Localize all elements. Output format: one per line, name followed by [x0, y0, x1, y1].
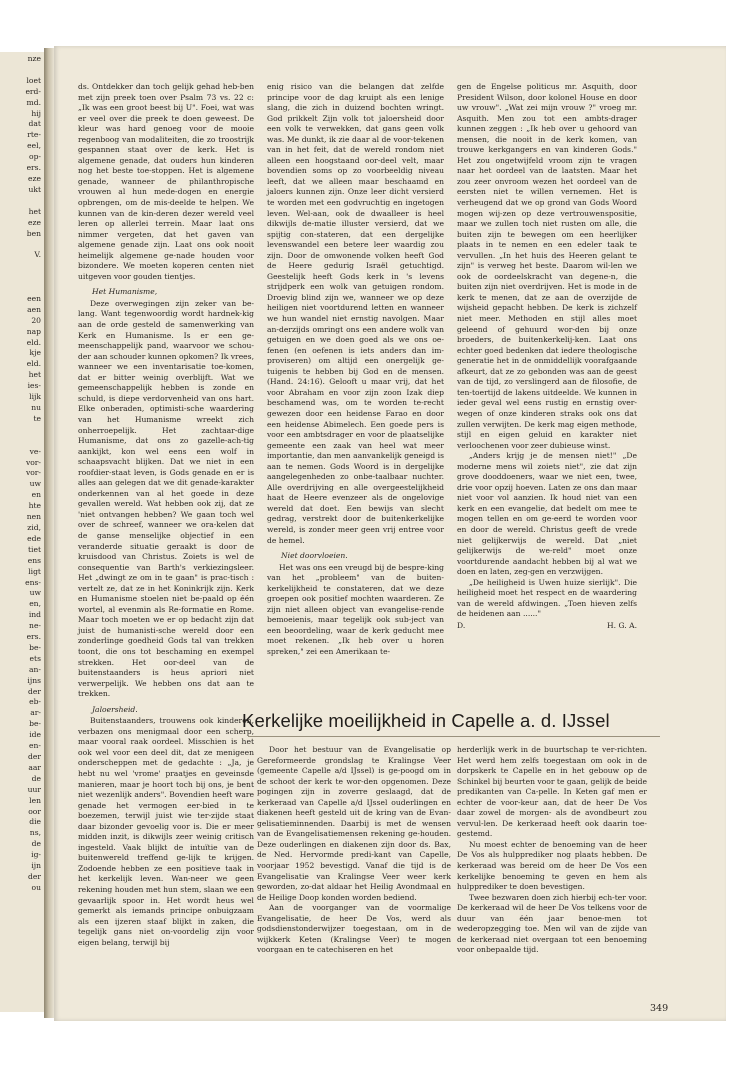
paragraph: Het was ons een vreugd bij de bespre-king van het „probleem" van de buiten-kerkelijkheid te constateren, dat we deze groepen ook positief mochten waarderen. Ze zijn niet alleen object van evangelise-rende bemoeienis, maar tegelijk ook sub-ject van een beoordeling, waar de kerk geducht mee moet rekenen. „Ik heb over u horen spreken," zei een Amerikaan te-: [267, 562, 444, 656]
facing-page-edge: [0, 52, 45, 1012]
paragraph: „Anders krijg je de mensen niet!" „De moderne mens wil zoiets niet", zie dat zijn grove dooddoeners, waar we niet een, twee, drie voor opzij hoeven. Laten ze ons dan maar niet voor vol aanzien. Ik houd niet van een kerk en een evangelie, dat bedelt om mee te mogen tellen en om ge-eerd te worden voor en door de wereld. Christus geeft de vrede niet gelijkerwijs de wereld. Dat „niet gelijkerwijs de we-reld" moet onze voortdurende aandacht hebben bij al wat we doen en laten, zeg-gen en verzwijgen.: [457, 451, 637, 577]
column-3: [457, 82, 637, 631]
facing-page-text: nze loet erd- md. hij dat rte- eel, op- ers. eze ukt het eze ben V. een aen 20 nap eld. kje eld. het ies- lijk nu te ve- vor- vor- uw en hte nen zid, ede tiet ens ligt ens- uw en, ind ne- ers. be- ets an- ijns der eb- ar- be- ide en- der aar de uur len oor die ns, de ig- ijn der ou: [25, 54, 41, 892]
paragraph: herderlijk werk in de buurtschap te ver-richten. Het werd hem zelfs toegestaan om ook in de dorpskerk te Capelle en in het gebouw op de Schinkel bij beurten voor te gaan, gelijk de beide predikanten van Ca-pelle. In Keten gaf men er echter de voor-keur aan, dat de heer De Vos daar zowel de morgen- als de avondbeurt zou vervul-len. De kerkeraad heeft ook daarin toe-gestemd.: [457, 745, 647, 839]
column-4: [257, 745, 451, 956]
paragraph: enig risico van die belangen dat zelfde principe voor de dag kruipt als een lenige slang, die zich in duizend bochten wringt. God prikkelt Zijn volk tot jaloersheid door een volk te verwekken, dat gans geen volk was. Me dunkt, ik zie daar al de voor-tekenen van in het feit, dat de wereld rondom niet alleen een hoogstaand oor-deel velt, maar bovendien soms op zo voorbeeldig niveau leeft, dat we alleen maar beschaamd en jaloers kunnen zijn. Onze leer dicht versierd te worden met een godvruchtig en ingetogen leven. Wel-aan, ook de dwaalleer is heel dikwijls de-matie illuster versierd, dat we spijtig con-stateren, dat een dergelijke levenswandel een betere leer waardig zou zijn. Door de omwonende volken heeft God de Heere gedurig Israël getuchtigd. Geestelijk heeft Gods kerk in 's levens strijdperk een wolk van getuigen rondom. Droevig blind zijn we, wanneer we op deze heiligen niet voortdurend letten en wanneer we hun wandel niet ernstig navolgen. Maar an-derzijds omringt ons een andere wolk van getuigen en we doen goed als we ons oe-fenen (en oefenen is iets anders dan im-proviseren) om altijd een onergelijk ge-tuigenis te hebben bij God en de mensen. (Hand. 24:16). Gelooft u maar vrij, dat het voor Abraham en voor zijn zoon Izak diep beschamend was, om te worden te-recht gewezen door een heidense Farao en door een heidense Abimelech. Een goede pers is voor een ambtsdrager en voor de plaatselijke gemeente een zaak van heel wat meer importantie, dan men aanvankelijk geneigd is aan te nemen. Gods Woord is in dergelijke aangelegenheden zo onbe-taalbaar nuchter. Alle overdrijving en alle overgeestelijkheid haat de Heere evenzeer als de ongelovige wereld dat doet. Een bewijs van slecht gedrag, verstrekt door de buitenkerkelijke wereld, is zonder meer geen vrij entree voor de hemel.: [267, 82, 444, 545]
book-gutter: [44, 48, 54, 1018]
column-5: [457, 745, 647, 956]
paragraph: ds. Ontdekker dan toch gelijk gehad heb-ben met zijn preek toen over Psalm 73 vs. 22 c: „Ik was een groot beest bij U". Foei, wat was er veel over die preek te doen geweest. De kleur was hard genoeg voor de mooie regenboog van modaliteiten, die zo troostrijk gespannen staat over de kerk. Het is algemene genade, dat ouders hun kinderen nog het beste toe-stoppen. Het is algemene genade, wanneer de philanthropische vrouwen al hun mede-dogen en energie opbrengen, om de mis-deelde te helpen. We kunnen van de kin-deren dezer wereld veel leren op allerlei terrein. Maar laat ons nimmer vergeten, dat het gaven van algemene genade zijn. Laat ons ook nooit heimelijk algemene ge-nade houden voor bizondere. We moeten koperen centen niet uitgeven voor gouden tientjes.: [78, 82, 254, 281]
column-2: [267, 82, 444, 658]
article-headline: Kerkelijke moeilijkheid in Capelle a. d. IJssel: [242, 710, 610, 731]
column-1: [78, 82, 254, 948]
paragraph: Twee bezwaren doen zich hierbij ech-ter voor. De kerkeraad wil de heer De Vos telkens voor de duur van één jaar benoe-men tot wederopzegging toe. Men wil van de zijde van de kerkeraad niet overgaan tot een benoeming voor onbepaalde tijd.: [457, 892, 647, 955]
section-subheading: Jaloersheid.: [92, 704, 138, 714]
paragraph: gen de Engelse politicus mr. Asquith, door President Wilson, door kolonel House en door uw vrouw". „Wat zei mijn vrouw ?" vroeg mr. Asquith. Men zou tot een ambts-drager kunnen zeggen : „Ik heb over u gehoord van mensen, die nooit in de kerk komen, van trouwe kerkgangers en van kinderen Gods." Het zou ongetwijfeld vroom zijn te vragen naar het oordeel van de laatsten. Maar het zou zeer onvroom wezen het oordeel van de eersten niet te willen vernemen. Het is verheugend dat we op grond van Gods Woord mogen wij-zen op deze vertrouwenspositie, maar we zullen toch niet rusten om alle, die buiten zijn te bewegen om een heerlijker plaats in te nemen en een edeler taak te vervullen. „In het huis des Heeren gelant te zijn" is verweg het beste. Daarom wil-len we ook de oordeelskracht van degene-n, die buiten zijn niet overdrijven. Het is mode in de kerk te menen, dat ze aan de overzijde de wijsheid gepacht hebben. De kerk is zichzelf niet meer. Methoden en stijl alles moet geleend of gehuurd wor-den bij onze broeders, de buitenkerkelij-ken. Laat ons echter goed bedenken dat iedere theologische generatie het in de onmiddellijk voorafgaande afkeurt, dat ze zo gebonden was aan de geest van de tijd, zo verslingerd aan de filosofie, de ten-toertijd de lakens uitdeelde. We kunnen in ieder geval wel eens rustig en ernstig over-wegen of onze kinderen straks ook ons dat zullen verwijten. De kerk mag eigen methode, stijl en eigen geluid en karakter niet verloochenen voor zeer dubieuse winst.: [457, 82, 637, 450]
section-subheading: Niet doorvloeien.: [281, 551, 348, 561]
paragraph: Nu moest echter de benoeming van de heer De Vos als hulpprediker nog plaats hebben. De kerkeraad was bereid om de heer De Vos een kerkelijke benoeming te geven en hem als hulpprediker te doen bevestigen.: [457, 839, 647, 892]
section-subheading: Het Humanisme,: [92, 287, 158, 297]
paragraph: „De heiligheid is Uwen huize sierlijk". Die heiligheid moet het respect en de waardering van de wereld afdwingen. „Toen hieven zelfs de heidenen aan ......": [457, 578, 637, 620]
signature-left: D.: [457, 620, 466, 630]
paragraph: Aan de voorganger van de voormalige Evangelisatie, de heer De Vos, werd als godsdienstonderwijzer toegestaan, om in de wijkkerk Keten (Kralingse Veer) te mogen voorgaan en te catechiseren en het: [257, 903, 451, 955]
headline-rule: [248, 736, 660, 737]
paragraph: Buitenstaanders, trouwens ook kinderen, verbazen ons menigmaal door een scherp, maar vooral raak oordeel. Misschien is het ook wel voor een deel dit, dat ze menigeen onderscheppen met de gedachte : „Ja, je hebt nu wel 'vrome' praatjes en geveinsde manieren, maar je hoort toch bij ons, je bent niet wezenlijk anders". Bovendien heeft ware genade het vermogen eer-bied in te boezemen, terwijl juist wie ter-zijde staat daar bizonder gevoelig voor is. Die er meer midden inzit, is dikwijls zeer weinig critisch ingesteld. Vaak blijkt de intuïtie van de buitenwereld treffend ge-lijk te krijgen. Zodoende hebben ze een positieve taak in het kerkelijk leven. Wan-neer we geen rekening houden met hun stem, slaan we een gevaarlijk spoor in. Het wordt heus wel gemerkt als iemands principe onbuigzaam als een ijzeren staaf blijkt in zaken, die tegelijk gans niet on-voordelig zijn voor eigen belang, terwijl bij: [78, 716, 254, 947]
paragraph: Deze overwegingen zijn zeker van be-lang. Want tegenwoordig wordt hardnek-kig aan de orde gesteld de samenwerking van Kerk en Humanisme. Is er een ge-meenschappelijk pand, waarvoor we schou-der aan schouder kunnen opkomen? Ik vrees, wanneer we een inventarisatie toe-komen, dat er bitter weinig overblijft. Wat we gemeenschappelijk hebben is zonde en schuld, is diepe verdorvenheid van ons hart. Elke onberaden, optimisti-sche waardering van het Humanisme wreekt zich onherroepelijk. Het zachtaar-dige Humanisme, dat ons zo gazelle-ach-tig aankijkt, kon wel eens een wolf in schaapsvacht blijken. Dat we niet in een roofdier-staat leven, is Gods genade en er is alles aan gelegen dat we dit genade-karakter onderkennen van al het goede in deze gevallen wereld. Wat hebben ook zij, dat ze 'niet ontvangen hebben? We gaan toch wel over de schreef, wanneer we ora-kelen dat de ganse menselijke objectief in een veranderde situatie geraakt is door de kruisdood van Christus. Zoiets is wel de consequentie van Barth's verkiezingsleer. Het „dwingt ze om in te gaan" is prac-tisch : vertelt ze, dat ze in het Koninkrijk zijn. Kerk en Humanisme stoelen niet be-paald op één wortel, al evenmin als Re-formatie en Rome. Maar toch moeten we er op bedacht zijn dat juist de humanisti-sche wereld door een zonderlinge goedheid Gods tal van trekken toont, die ons tot beschaming en exempel strekken. Het oor-deel van de buitenstaanders is heus apriori niet verwerpelijk. We hebben ons dat aan te trekken.: [78, 298, 254, 699]
signature-author: H. G. A.: [607, 620, 637, 630]
paragraph: Door het bestuur van de Evangelisatie op Gereformeerde grondslag te Kralingse Veer (gemeente Capelle a/d IJssel) is ge-poogd om in de schoot der kerk te wor-den opgenomen. Deze pogingen zijn in zoverre geslaagd, dat de kerkeraad van Capelle a/d IJssel ouderlingen en diakenen heeft gesteld uit de kring van de Evan-gelisatieminnenden. Daarbij is met de wensen van de Evangelisatiemensen rekening ge-houden. Deze ouderlingen en diakenen zijn door ds. Bax, de Ned. Hervormde predi-kant van Capelle, voorjaar 1952 bevestigd. Vanaf die tijd is de Evangelisatie van Kralingse Veer weer kerk geworden, zo-dat aldaar het Heilig Avondmaal en de Heilige Doop konden worden bediend.: [257, 745, 451, 902]
page-number: 349: [650, 1003, 669, 1014]
signature-line: [457, 621, 637, 632]
